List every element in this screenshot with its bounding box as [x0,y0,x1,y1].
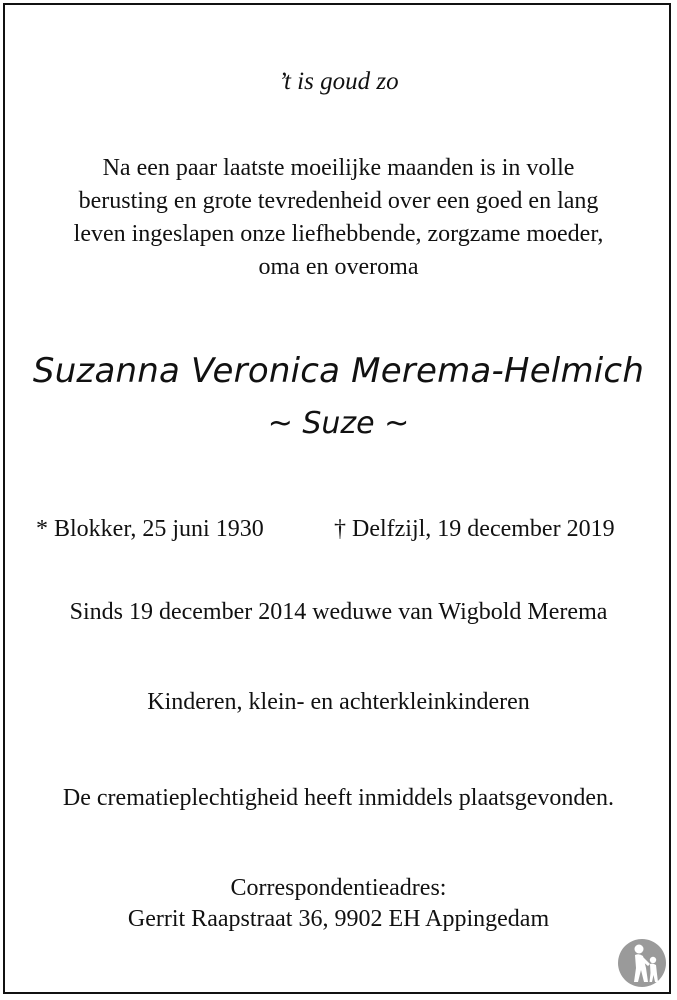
death-info: † Delfzijl, 19 december 2019 [334,516,615,542]
correspondence-label: Correspondentieadres: [230,875,447,901]
walking-figures-icon [617,938,667,988]
dates-row [0,512,677,546]
deceased-nickname: ~ Suze ~ [267,406,410,441]
family-line: Kinderen, klein- en achterkleinkinderen [147,689,530,715]
intro-line: leven ingeslapen onze liefhebbende, zorgzame moeder, [73,221,604,247]
widow-line: Sinds 19 december 2014 weduwe van Wigbold Merema [69,599,608,625]
birth-info: * Blokker, 25 juni 1930 [36,516,264,542]
intro-line: berusting en grote tevredenheid over een goed en lang [78,188,599,214]
intro-line: Na een paar laatste moeilijke maanden is in volle [102,155,575,181]
deceased-name: Suzanna Veronica Merema-Helmich [32,351,645,391]
intro-line: oma en overoma [258,254,419,280]
correspondence-address: Gerrit Raapstraat 36, 9902 EH Appingedam [127,906,550,932]
intro-text [0,152,677,284]
motto-text: ’t is goud zo [278,68,399,95]
ceremony-line: De crematieplechtigheid heeft inmiddels plaatsgevonden. [62,785,615,811]
